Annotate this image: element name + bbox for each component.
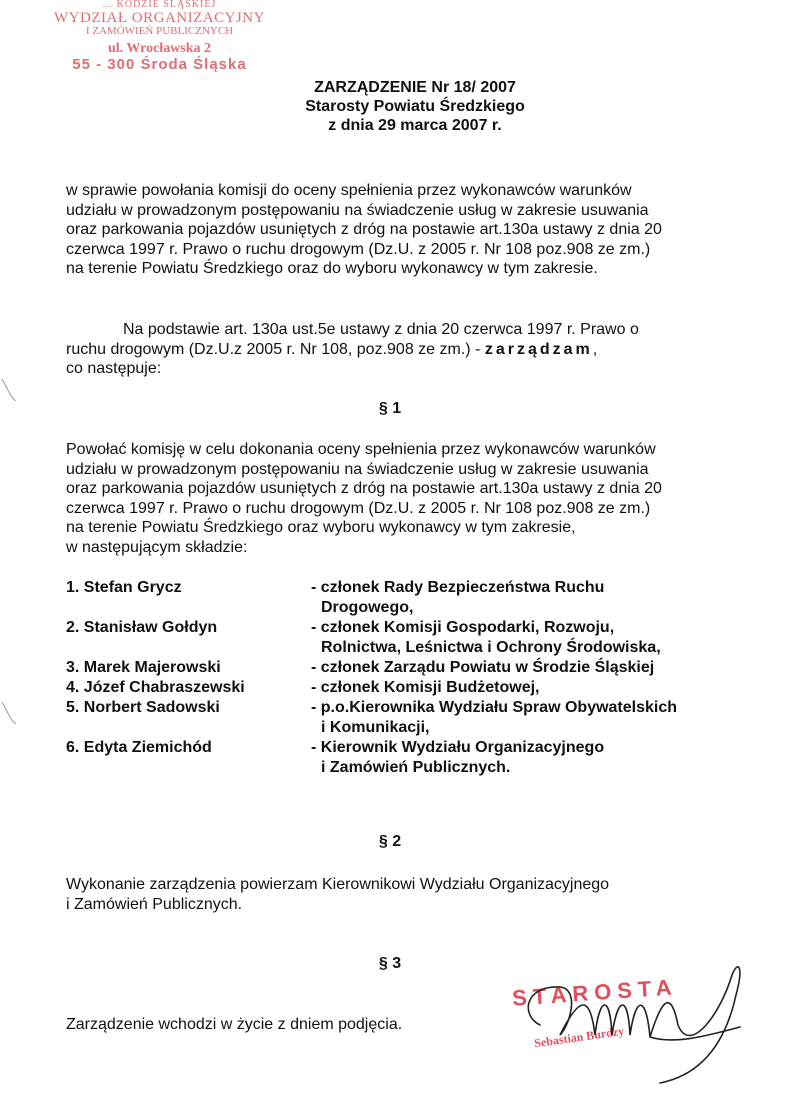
document-title: ZARZĄDZENIE Nr 18/ 2007 — [314, 79, 516, 96]
section-3-text: Zarządzenie wchodzi w życie z dniem podjęcia. — [66, 1016, 403, 1033]
member-role-line: - członek Rady Bezpieczeństwa Ruchu — [311, 579, 605, 596]
member-role-line: - p.o.Kierownika Wydziału Spraw Obywatelskich — [311, 699, 678, 716]
section-1-line: Powołać komisję w celu dokonania oceny spełnienia przez wykonawców warunków — [66, 441, 656, 458]
section-1-heading: § 1 — [378, 400, 402, 417]
member-row — [66, 578, 746, 618]
subject-line: oraz parkowania pojazdów usuniętych z dróg na postawie art.130a ustawy z dnia 20 — [66, 221, 662, 238]
member-name: 4. Józef Chabraszewski — [66, 679, 245, 696]
member-role-line: - członek Komisji Gospodarki, Rozwoju, — [311, 619, 615, 636]
member-name: 2. Stanisław Gołdyn — [66, 619, 218, 636]
member-role-line: - członek Komisji Budżetowej, — [311, 679, 540, 696]
member-row — [66, 618, 746, 658]
basis-line — [66, 340, 731, 360]
section-1-line: oraz parkowania pojazdów usuniętych z dróg na postawie art.130a ustawy z dnia 20 — [66, 480, 662, 497]
section-1-line: czerwca 1997 r. Prawo o ruchu drogowym (Dz.U. z 2005 r. Nr 108 poz.908 ze zm.) — [66, 499, 651, 517]
stamp-line-2: WYDZIAŁ ORGANIZACYJNY — [54, 9, 265, 26]
signature-name-stamp: Sebastian Burdzy — [533, 1023, 625, 1051]
subject-line: udziału w prowadzonym postępowaniu na świadczenie usług w zakresie usuwania — [66, 201, 649, 219]
member-role-line: Drogowego, — [321, 599, 414, 616]
member-name: 6. Edyta Ziemichód — [66, 739, 212, 756]
basis-line-text: ruchu drogowym (Dz.U.z 2005 r. Nr 108, poz.908 ze zm.) - — [66, 340, 485, 358]
stamp-line-3: I ZAMÓWIEŃ PUBLICZNYCH — [85, 25, 234, 38]
member-role-line: Rolnictwa, Leśnictwa i Ochrony Środowiska, — [321, 639, 661, 656]
section-2-heading: § 2 — [378, 833, 402, 850]
member-role — [311, 738, 746, 778]
member-name: 1. Stefan Grycz — [66, 579, 182, 596]
legal-basis-paragraph — [66, 320, 731, 379]
member-row — [66, 658, 746, 678]
margin-punch-mark — [0, 375, 20, 405]
member-role-line: i Komunikacji, — [321, 719, 430, 736]
section-3-heading: § 3 — [378, 955, 402, 972]
office-stamp — [52, 0, 267, 73]
member-role — [311, 698, 746, 738]
stamp-line-4: ul. Wrocławska 2 — [107, 40, 212, 56]
section-2-paragraph — [66, 875, 731, 914]
signature-title-stamp: STAROSTA — [511, 974, 679, 1011]
section-2-line: i Zamówień Publicznych. — [66, 895, 243, 913]
member-role — [311, 618, 746, 658]
member-row — [66, 738, 746, 778]
subject-line: czerwca 1997 r. Prawo o ruchu drogowym (Dz.U. z 2005 r. Nr 108 poz.908 ze zm.) — [66, 240, 651, 258]
subject-paragraph — [66, 181, 731, 279]
member-role-line: - członek Zarządu Powiatu w Środzie Śląskiej — [311, 659, 655, 676]
member-role-line: - Kierownik Wydziału Organizacyjnego — [311, 739, 605, 756]
member-row — [66, 678, 746, 698]
handwritten-signature — [500, 955, 770, 1090]
section-1-line: na terenie Powiatu Średzkiego oraz wyboru wykonawcy w tym zakresie, — [66, 519, 576, 536]
decree-word: zarządzam — [484, 340, 593, 358]
member-role — [311, 578, 746, 618]
basis-line: co następuje: — [66, 360, 162, 377]
stamp-line-5: 55 - 300 Środa Śląska — [72, 56, 247, 74]
margin-punch-mark — [0, 698, 20, 728]
subject-line: na terenie Powiatu Średzkiego oraz do wyboru wykonawcy w tym zakresie. — [66, 260, 598, 277]
section-1-line: w następującym składzie: — [66, 538, 248, 556]
stamp-line-1: ... KODZIE ŚLĄSKIEJ — [102, 0, 217, 10]
section-1-paragraph — [66, 440, 731, 557]
basis-line: Na podstawie art. 130a ust.5e ustawy z dnia 20 czerwca 1997 r. Prawo o — [123, 321, 639, 338]
member-role — [311, 678, 746, 698]
member-role — [311, 658, 746, 678]
section-2-line: Wykonanie zarządzenia powierzam Kierownikowi Wydziału Organizacyjnego — [66, 876, 610, 893]
section-1-line: udziału w prowadzonym postępowaniu na świadczenie usług w zakresie usuwania — [66, 460, 649, 478]
member-role-line: i Zamówień Publicznych. — [321, 759, 511, 776]
basis-line-punct: , — [592, 340, 598, 358]
member-row — [66, 698, 746, 738]
document-issuer: Starosty Powiatu Średzkiego — [305, 98, 525, 115]
member-name: 3. Marek Majerowski — [66, 659, 221, 676]
document-header — [250, 78, 580, 135]
committee-members — [66, 578, 746, 778]
member-name: 5. Norbert Sadowski — [66, 699, 220, 716]
subject-line: w sprawie powołania komisji do oceny spełnienia przez wykonawców warunków — [66, 182, 632, 199]
document-date: z dnia 29 marca 2007 r. — [328, 117, 502, 134]
